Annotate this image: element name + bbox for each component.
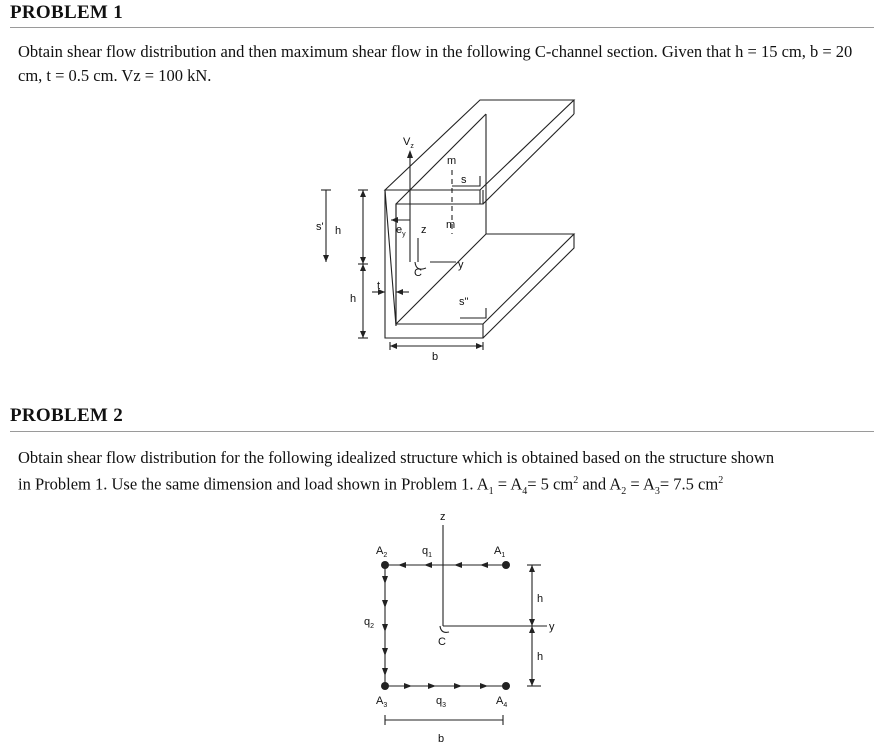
q1-arrow-3 xyxy=(454,562,462,568)
label-q1: $q_1$ xyxy=(422,545,433,559)
problem1-heading: PROBLEM 1 xyxy=(10,2,124,23)
b-arrowhead-left xyxy=(390,343,397,349)
q3-arrow-4 xyxy=(480,683,488,689)
b-arrowhead-right xyxy=(476,343,483,349)
label-s-prime: s' xyxy=(316,221,324,233)
h-arrowhead-top xyxy=(529,565,535,572)
label-h-lower: h xyxy=(350,293,357,305)
boom-a4 xyxy=(502,682,510,690)
label-h-left: h xyxy=(335,225,342,237)
label-q2: $q_2$ xyxy=(364,616,375,630)
label-z: z xyxy=(421,224,427,236)
label-h-lower: h xyxy=(537,651,544,663)
q1-arrow-2 xyxy=(424,562,432,568)
q3-arrow-2 xyxy=(428,683,436,689)
h-arrowhead-mid1 xyxy=(529,619,535,626)
label-m-top: m xyxy=(447,155,457,167)
c-marker xyxy=(440,626,449,632)
label-c: C xyxy=(414,267,422,279)
q2-arrow-1 xyxy=(382,576,388,584)
problem2-text-line1: Obtain shear flow distribution for the following idealized structure which is obtained based on the structure shown xyxy=(18,448,775,467)
q2-arrow-2 xyxy=(382,600,388,608)
label-z: z xyxy=(440,511,446,523)
problem2-rule xyxy=(10,431,874,432)
bottom-flange-top xyxy=(396,234,574,324)
label-a2: $A_2$ xyxy=(376,545,388,559)
boom-a1 xyxy=(502,561,510,569)
problem1-text: Obtain shear flow distribution and then maximum shear flow in the following C-channel section. Given that h = 15 cm, b = 20 cm, t = 0.5 cm. Vz = 100 kN. xyxy=(18,42,853,85)
label-vz: $V_z$ xyxy=(403,136,414,150)
label-y: y xyxy=(458,259,464,271)
label-b: b xyxy=(438,733,445,745)
label-b: b xyxy=(432,351,439,363)
s-double-marker xyxy=(460,308,486,318)
problem2-text-line2: in Problem 1. Use the same dimension and load shown in Problem 1. $A_1 = A_4= 5$ $cm^2$ and $A_2 = A_3= 7.5$ $cm^2$ xyxy=(18,474,724,497)
label-s-double: s" xyxy=(459,296,469,308)
q2-arrow-5 xyxy=(382,668,388,676)
label-h-upper: h xyxy=(537,593,544,605)
s-prime-arrowhead xyxy=(323,255,329,262)
h-arrowhead-bottom xyxy=(360,331,366,338)
label-a3: $A_3$ xyxy=(376,695,388,709)
label-ey: $e_y$ xyxy=(396,224,406,238)
channel-section-outline xyxy=(385,190,483,338)
q3-arrow-1 xyxy=(404,683,412,689)
label-q3: $q_3$ xyxy=(436,695,447,709)
q2-arrow-3 xyxy=(382,624,388,632)
t-arrowhead-right xyxy=(396,289,403,295)
h-arrowhead-bottom xyxy=(529,679,535,686)
bottom-flange-edge xyxy=(483,234,574,338)
label-c: C xyxy=(438,636,446,648)
label-a4: $A_4$ xyxy=(496,695,508,709)
boom-a2 xyxy=(381,561,389,569)
label-y: y xyxy=(549,621,555,633)
label-s: s xyxy=(461,174,467,186)
h-arrowhead-mid2 xyxy=(529,626,535,633)
idealized-structure-figure xyxy=(0,492,879,752)
h-arrowhead-mid1 xyxy=(360,257,366,264)
problem2-heading: PROBLEM 2 xyxy=(10,405,124,426)
q1-arrow-1 xyxy=(398,562,406,568)
h-arrowhead-mid2 xyxy=(360,264,366,271)
q1-arrow-4 xyxy=(480,562,488,568)
label-a1: $A_1$ xyxy=(494,545,506,559)
vz-arrowhead xyxy=(407,150,413,158)
label-m-mid: m xyxy=(446,219,456,231)
boom-a3 xyxy=(381,682,389,690)
h-arrowhead-top xyxy=(360,190,366,197)
label-t: t xyxy=(377,280,381,292)
q2-arrow-4 xyxy=(382,648,388,656)
q3-arrow-3 xyxy=(454,683,462,689)
